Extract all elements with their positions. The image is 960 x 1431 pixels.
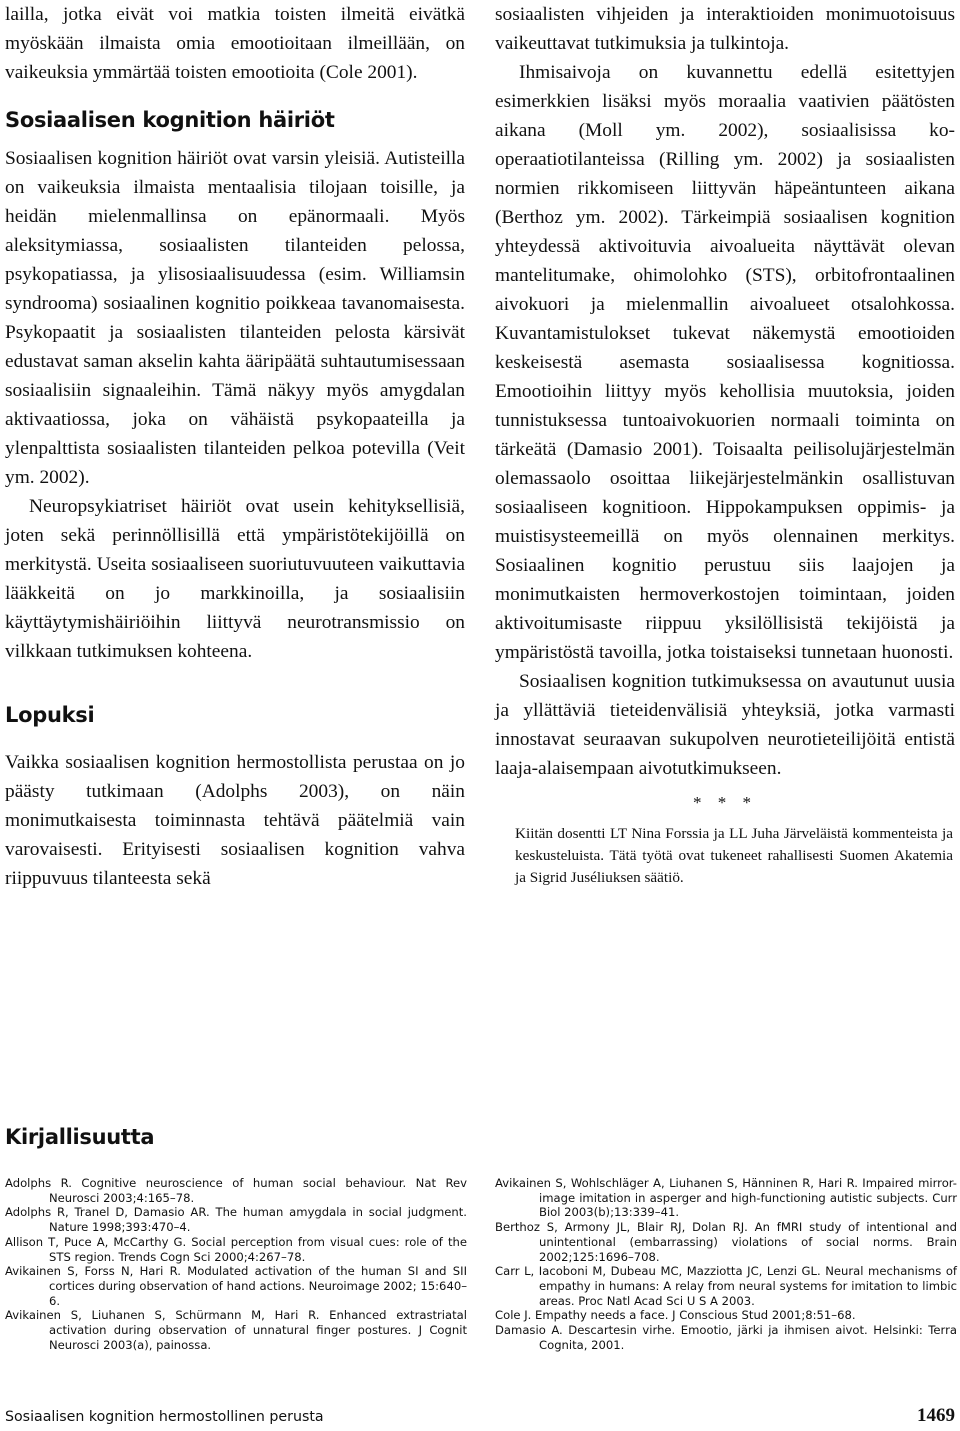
reference-item: Avikainen S, Wohlschläger A, Liuhanen S, Hänninen R, Hari R. Impaired mirror-image imitation in asperger and high-functioning autistic subjects. Curr Biol 2003(b);13:339–41. [495,1176,957,1220]
paragraph: Sosiaalisen kognition tutkimuksessa on avautunut uusia ja yllättäviä tieteidenvälisiä yhteyksiä, jotka varmasti innostavat seuraavan sukupolven neurotieteilijöitä entistä laaja-alaisempaan aivotutkimukseen. [495,671,955,779]
acknowledgement: Kiitän dosentti LT Nina Forssia ja LL Juha Järveläistä kommenteista ja keskusteluista. Tätä työtä ovat tukeneet rahallisesti Suomen Akatemia ja Sigrid Juséliuksen säätiö. [515,825,953,886]
reference-item: Berthoz S, Armony JL, Blair RJ, Dolan RJ. An fMRI study of intentional and unintentional (embarrassing) violations of social norms. Brain 2002;125:1696–708. [495,1220,957,1264]
reference-item: Adolphs R, Tranel D, Damasio AR. The human amygdala in social judgment. Nature 1998;393:470–4. [5,1205,467,1235]
reference-item: Carr L, Iacoboni M, Dubeau MC, Mazziotta JC, Lenzi GL. Neural mechanisms of empathy in humans: A relay from neural systems for imitation to limbic areas. Proc Natl Acad Sci U S A 2003. [495,1264,957,1308]
reference-item: Avikainen S, Liuhanen S, Schürmann M, Hari R. Enhanced extrastriatal activation during observation of unnatural finger postures. J Cognit Neurosci 2003(a), painossa. [5,1308,467,1352]
paragraph: Sosiaalisen kognition häiriöt ovat varsin yleisiä. Autisteilla on vaikeuksia ilmaista mentaalisia tilojaan toisille, ja heidän mielenmallinsa on epänormaali. Myös aleksitymiassa, sosiaalisten tilanteiden pelossa, psykopatiassa, ja ylisosiaalisuudessa (esim. Williamsin syndrooma) sosiaalinen kognitio poikkeaa tavanomaisesta. Psykopaatit ja sosiaalisten tilanteiden pelosta kärsivät edustavat saman akselin kahta ääripäätä suhtautumisessaan sosiaalisiin signaaleihin. Tämä näkyy myös amygdalan aktivaatiossa, joka on vähäistä psykopaateilla ja ylenpalttista sosiaalisten tilanteiden pelkoa potevilla (Veit ym. 2002). [5,148,465,488]
running-footer-title: Sosiaalisen kognition hermostollinen perusta [5,1409,324,1425]
reference-item: Cole J. Empathy needs a face. J Conscious Stud 2001;8:51–68. [495,1308,856,1323]
continued-paragraph: lailla, jotka eivät voi matkia toisten ilmeitä eivätkä myöskään ilmaista omia emootioitaan ilmeillään, on vaikeuksia ymmärtää toisten emootioita (Cole 2001). [5,4,465,83]
section-heading-disorders: Sosiaalisen kognition häiriöt [5,108,335,132]
paragraph: Vaikka sosiaalisen kognition hermostollista perustaa on jo päästy tutkimaan (Adolphs 2003), on näin monimutkaisesta toiminnasta tehtävä päätelmiä vain varovaisesti. Erityisesti sosiaalisen kognition vahva riippuvuus tilanteesta sekä [5,752,465,889]
references-right-list [495,1176,957,1352]
continued-paragraph: sosiaalisten vihjeiden ja interaktioiden monimuotoisuus vaikeuttavat tutkimuksia ja tulkintoja. [495,4,955,54]
reference-item: Damasio A. Descartesin virhe. Emootio, järki ja ihmisen aivot. Helsinki: Terra Cognita, 2001. [495,1323,957,1352]
reference-item: Adolphs R. Cognitive neuroscience of human social behaviour. Nat Rev Neurosci 2003;4:165–78. [5,1176,467,1205]
paragraph: Neuropsykiatriset häiriöt ovat usein kehityksellisiä, joten sekä perinnöllisillä että ympäristötekijöillä on merkitystä. Useita sosiaaliseen suoriutuvuuteen vaikuttavia lääkkeitä on jo markkinoilla, ja sosiaalisiin käyttäytymishäiriöihin liittyvä neurotransmissio on vilkkaan tutkimuksen kohteena. [5,496,465,662]
section-separator: * * * [693,793,757,812]
reference-item: Avikainen S, Forss N, Hari R. Modulated activation of the human SI and SII cortices during observation of hand actions. Neuroimage 2002; 15:640–6. [5,1264,467,1308]
page-number: 1469 [917,1405,955,1426]
references-left-list [5,1176,467,1352]
references-heading: Kirjallisuutta [5,1125,155,1149]
right-column [495,0,955,889]
paragraph: Ihmisaivoja on kuvannettu edellä esitettyjen esimerkkien lisäksi myös moraalia vaativien päätösten aikana (Moll ym. 2002), sosiaalisissa ko-operaatiotilanteissa (Rilling ym. 2002) ja sosiaalisten normien rikkomiseen liittyvän häpeäntunteen aikana (Berthoz ym. 2002). Tärkeimpiä sosiaalisen kognition yhteydessä aktivoituvia aivoalueita näyttävät olevan mantelitumake, ohimolohko (STS), orbitofrontaalinen aivokuori ja mielenmallin aivoalueet otsalohkossa. Kuvantamistulokset tukevat näkemystä emootioiden keskeisestä asemasta sosiaalisessa kognitiossa. Emootioihin liittyy myös kehollisia muutoksia, joiden tunnistuksessa tuntoaivokuorien normaali toiminta on tärkeätä (Damasio 2001). Toisaalta peilisolujärjestelmän olemassaolo osoittaa liikejärjestelmänkin osallistuvan sosiaaliseen kognitioon. Hippokampuksen oppimis- ja muistisysteemeillä on myös olennainen merkitys. Sosiaalinen kognitio perustuu siis laajojen ja monimutkaisten hermoverkostojen toimintaan, joiden aktivoitumisaste riippuu yksilöllisistä tekijöistä ja ympäristöstä tavoilla, jotka toistaiseksi tunnetaan huonosti. [495,62,955,663]
reference-item: Allison T, Puce A, McCarthy G. Social perception from visual cues: role of the STS region. Trends Cogn Sci 2000;4:267–78. [5,1234,467,1264]
section-heading-conclusion: Lopuksi [5,703,95,727]
left-column [5,0,465,893]
